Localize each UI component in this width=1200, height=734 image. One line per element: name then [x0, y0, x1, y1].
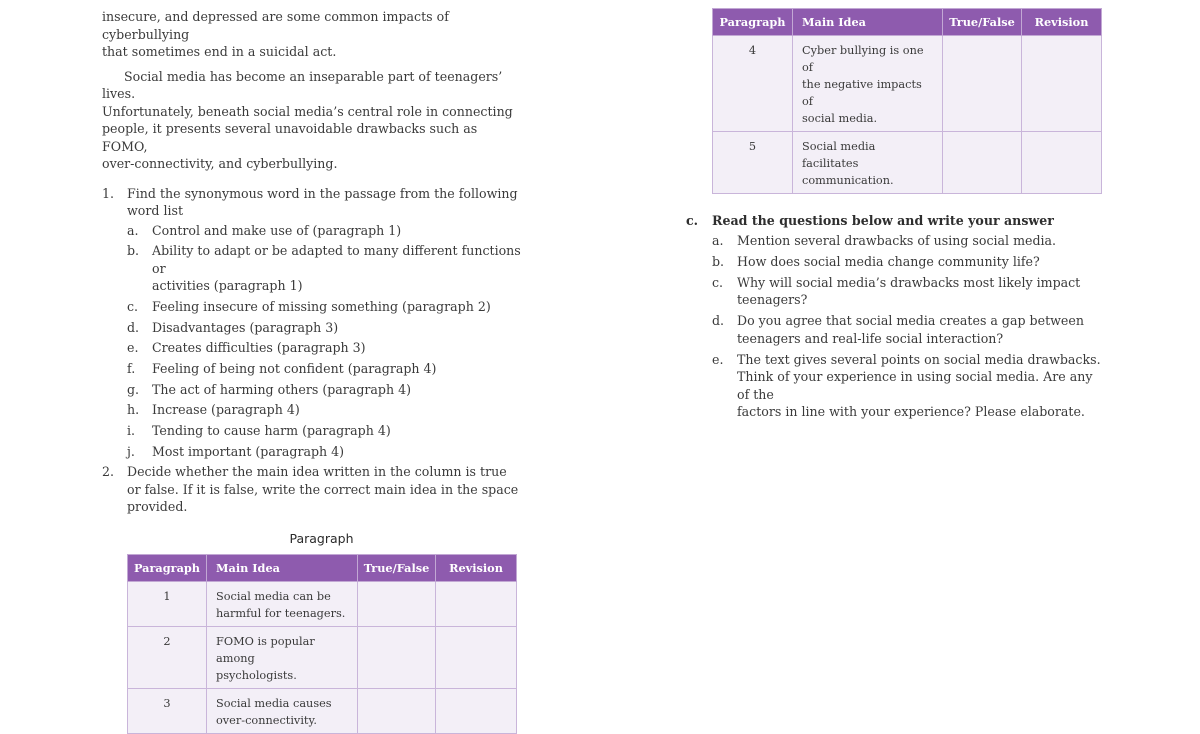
question-1	[102, 185, 522, 220]
question-number: 1.	[102, 185, 115, 201]
text-line: Social media causes	[216, 696, 332, 710]
question-list	[712, 232, 1106, 421]
list-item	[712, 312, 1106, 347]
cell-paragraph: 3	[128, 688, 207, 733]
header-main-idea: Main Idea	[793, 9, 943, 36]
item-text: Disadvantages (paragraph 3)	[152, 319, 339, 335]
cell-revision[interactable]	[1022, 36, 1102, 132]
list-item	[127, 422, 522, 440]
cell-true-false[interactable]	[358, 688, 436, 733]
header-revision: Revision	[436, 554, 517, 581]
header-paragraph: Paragraph	[128, 554, 207, 581]
text-line: word list	[127, 203, 184, 218]
text-line: the negative impacts of	[802, 78, 922, 108]
list-item	[712, 253, 1106, 271]
item-letter: b.	[712, 253, 725, 269]
text-line: harmful for teenagers.	[216, 606, 346, 620]
text-line: Find the synonymous word in the passage from the following	[127, 185, 518, 201]
text-line: or false. If it is false, write the correct main idea in the space	[127, 481, 519, 497]
text-line: insecure, and depressed are some common impacts of cyberbullying	[102, 9, 449, 42]
item-letter: d.	[127, 319, 140, 335]
table-row	[128, 581, 517, 626]
list-item	[712, 232, 1106, 250]
item-text: Control and make use of (paragraph 1)	[152, 222, 402, 238]
main-idea-table	[127, 554, 517, 734]
item-letter: f.	[127, 360, 136, 376]
text-line: social media.	[802, 112, 878, 125]
question-2	[102, 463, 522, 516]
item-letter: e.	[712, 351, 724, 367]
text-line: factors in line with your experience? Please elaborate.	[737, 404, 1085, 419]
list-item	[127, 401, 522, 419]
text-line: Decide whether the main idea written in the column is true	[127, 464, 507, 480]
text-line: Unfortunately, beneath social media’s central role in connecting	[102, 103, 513, 119]
cell-main-idea	[793, 132, 943, 194]
list-item	[127, 222, 522, 240]
section-title: Read the questions below and write your answer	[712, 213, 1054, 228]
list-item	[712, 351, 1106, 421]
table-row	[128, 688, 517, 733]
item-text: Mention several drawbacks of using social media.	[737, 232, 1057, 248]
list-item	[127, 381, 522, 399]
list-item	[127, 319, 522, 337]
table-header-row	[713, 9, 1102, 36]
header-revision: Revision	[1022, 9, 1102, 36]
item-letter: b.	[127, 243, 140, 259]
text-line: Do you agree that social media creates a gap between	[737, 313, 1084, 328]
text-line: Social media has become an inseparable part of teenagers’ lives.	[102, 68, 503, 101]
text-line: activities (paragraph 1)	[152, 278, 303, 294]
item-text: Feeling of being not confident (paragraph 4)	[152, 360, 437, 376]
text-line: that sometimes end in a suicidal act.	[102, 44, 337, 59]
text-line: Think of your experience in using social media. Are any of the	[737, 369, 1093, 402]
item-letter: e.	[127, 340, 139, 356]
text-line: over-connectivity, and cyberbullying.	[102, 156, 338, 171]
item-letter: d.	[712, 313, 725, 328]
text-line: teenagers and real-life social interaction?	[737, 330, 1004, 346]
item-text: Feeling insecure of missing something (paragraph 2)	[152, 298, 491, 314]
cell-paragraph: 2	[128, 626, 207, 688]
list-item	[127, 339, 522, 357]
intro-paragraph	[102, 8, 522, 61]
cell-main-idea	[793, 36, 943, 132]
table-row	[713, 36, 1102, 132]
table-caption: Paragraph	[289, 530, 354, 546]
question-text	[127, 185, 522, 220]
list-item	[127, 443, 522, 461]
cell-revision[interactable]	[1022, 132, 1102, 194]
item-text	[737, 351, 1106, 421]
header-true-false: True/False	[358, 554, 436, 581]
text-line: FOMO is popular among	[216, 634, 315, 665]
cell-revision[interactable]	[436, 688, 517, 733]
item-letter: g.	[127, 381, 140, 397]
item-text	[152, 242, 522, 295]
item-letter: a.	[712, 232, 724, 248]
text-line: psychologists.	[216, 668, 297, 682]
paragraph-5	[102, 68, 522, 173]
header-main-idea: Main Idea	[207, 554, 358, 581]
text-line: teenagers?	[737, 292, 808, 307]
item-letter: i.	[127, 423, 136, 438]
text-line: The text gives several points on social media drawbacks.	[737, 351, 1101, 367]
item-letter: a.	[127, 222, 139, 238]
section-letter: c.	[686, 213, 699, 228]
cell-paragraph: 1	[128, 581, 207, 626]
main-idea-table-continued	[712, 8, 1102, 194]
table-row	[713, 132, 1102, 194]
item-letter: j.	[127, 443, 135, 459]
text-line: people, it presents several unavoidable drawbacks such as FOMO,	[102, 121, 478, 154]
cell-revision[interactable]	[436, 581, 517, 626]
list-item	[712, 274, 1106, 309]
header-true-false: True/False	[943, 9, 1022, 36]
cell-revision[interactable]	[436, 626, 517, 688]
list-item	[127, 242, 522, 295]
item-letter: c.	[712, 274, 724, 290]
text-line: Ability to adapt or be adapted to many different functions or	[152, 243, 521, 276]
question-number: 2.	[102, 464, 115, 480]
text-line: Cyber bullying is one of	[802, 44, 924, 74]
text-line: Social media can be	[216, 589, 331, 603]
item-letter: c.	[127, 298, 139, 314]
list-item	[127, 360, 522, 378]
question-text	[127, 463, 522, 516]
item-letter: h.	[127, 402, 140, 418]
text-line: Why will social media’s drawbacks most likely impact	[737, 274, 1081, 290]
item-text	[737, 274, 1106, 309]
header-paragraph: Paragraph	[713, 9, 793, 36]
cell-true-false[interactable]	[943, 36, 1022, 132]
cell-true-false[interactable]	[943, 132, 1022, 194]
table-row	[128, 626, 517, 688]
item-text	[737, 312, 1106, 347]
right-column	[686, 0, 1106, 424]
text-line: provided.	[127, 499, 188, 515]
cell-main-idea	[207, 688, 358, 733]
cell-paragraph: 5	[713, 132, 793, 194]
section-c-heading	[686, 212, 1106, 230]
left-column	[102, 0, 522, 734]
item-text: Tending to cause harm (paragraph 4)	[152, 423, 391, 438]
item-text: Creates difficulties (paragraph 3)	[152, 340, 366, 356]
text-line: over-connectivity.	[216, 713, 317, 727]
cell-main-idea	[207, 581, 358, 626]
word-list	[127, 222, 522, 461]
item-text: How does social media change community life?	[737, 253, 1040, 269]
item-text: Most important (paragraph 4)	[152, 443, 345, 459]
table-header-row	[128, 554, 517, 581]
text-line: Social media facilitates	[802, 140, 876, 170]
list-item	[127, 298, 522, 316]
text-line: communication.	[802, 174, 894, 187]
cell-paragraph: 4	[713, 36, 793, 132]
cell-true-false[interactable]	[358, 581, 436, 626]
cell-main-idea	[207, 626, 358, 688]
item-text: Increase (paragraph 4)	[152, 402, 300, 418]
cell-true-false[interactable]	[358, 626, 436, 688]
item-text: The act of harming others (paragraph 4)	[152, 381, 412, 397]
